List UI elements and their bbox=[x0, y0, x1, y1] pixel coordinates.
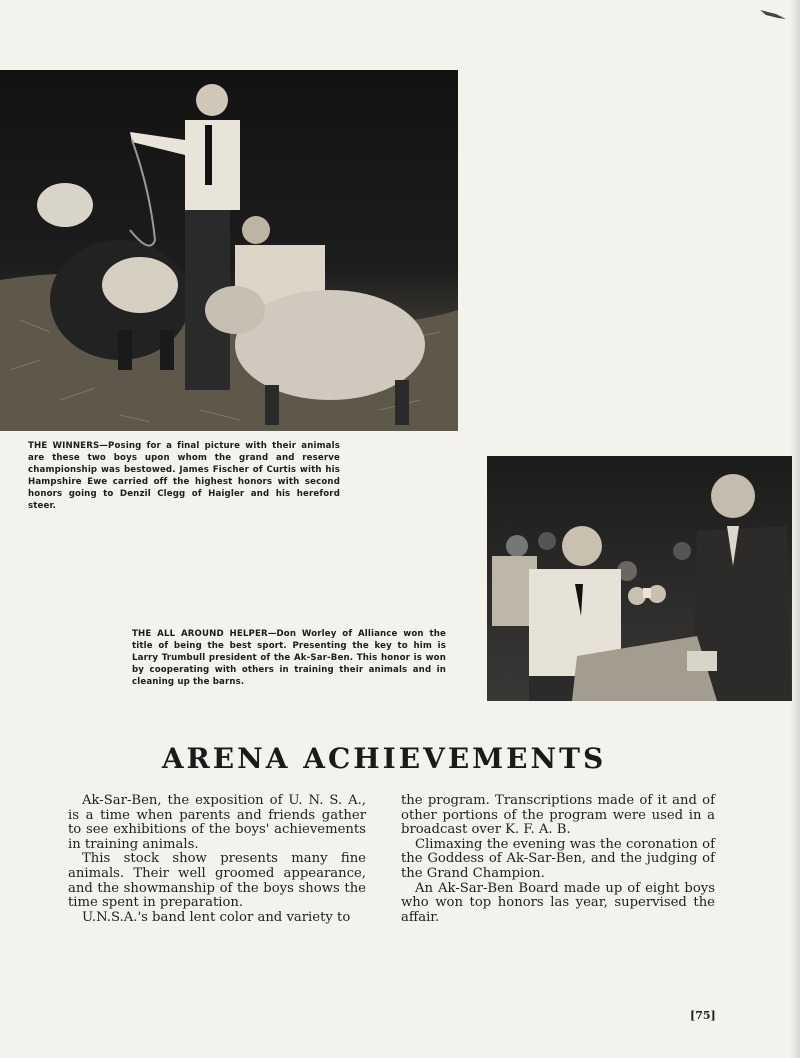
article-headline: ARENA ACHIEVEMENTS bbox=[161, 742, 607, 775]
caption-winners: THE WINNERS—Posing for a final picture with their animals are these two boys upon whom the grand and reserve championship was bestowed. James Fischer of Curtis with his Hampshire Ewe carried off the highest honors with second honors going to Denzil Clegg of Haigler and his hereford steer. bbox=[28, 441, 340, 511]
boys-with-steer-and-sheep-icon bbox=[0, 70, 458, 431]
paragraph: An Ak-Sar-Ben Board made up of eight boys who won top honors las year, supervised the affair. bbox=[401, 880, 715, 925]
paragraph: the program. Transcriptions made of it and of other portions of the program were used in a broadcast over K. F. A. B. bbox=[401, 793, 715, 838]
caption-all-around-helper: THE ALL AROUND HELPER—Don Worley of Alliance won the title of being the best sport. Presenting the key to him is Larry Trumbull president of the Ak-Sar-Ben. This honor is won by cooperating with others in training their animals and in cleaning up the barns. bbox=[132, 629, 446, 687]
photo-all-around-helper bbox=[487, 456, 792, 701]
page-number: [75] bbox=[690, 1009, 716, 1022]
torn-corner-icon bbox=[758, 6, 788, 20]
photo-winners bbox=[0, 70, 458, 431]
paragraph: Ak-Sar-Ben, the exposition of U. N. S. A., is a time when parents and friends gather to see exhibitions of the boys' achievements in training animals. bbox=[68, 793, 366, 852]
boy-receiving-key-icon bbox=[487, 456, 792, 701]
paragraph: This stock show presents many fine animals. Their well groomed appearance, and the showmanship of the boys shows the time spent in preparation. bbox=[68, 851, 366, 911]
article-column-2 bbox=[401, 794, 715, 925]
paragraph: Climaxing the evening was the coronation of the Goddess of Ak-Sar-Ben, and the judging of the Grand Champion. bbox=[401, 836, 715, 881]
paragraph: U.N.S.A.'s band lent color and variety to bbox=[82, 909, 351, 925]
article-column-1 bbox=[68, 794, 366, 925]
